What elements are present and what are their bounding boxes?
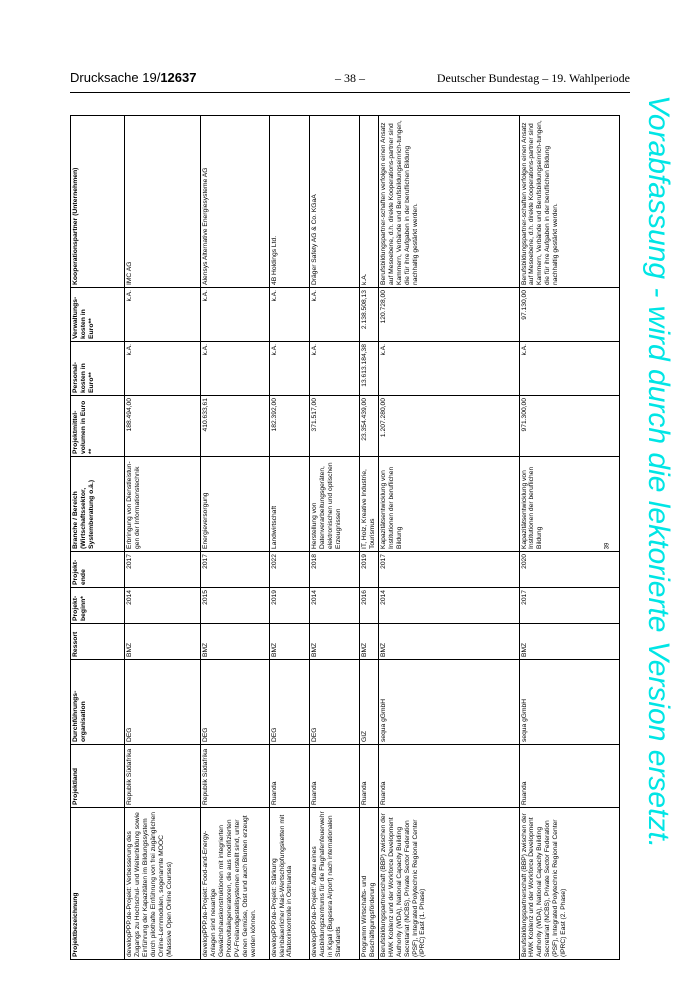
parliament-label: Deutscher Bundestag – 19. Wahlperiode — [436, 71, 630, 85]
table-row — [378, 116, 519, 960]
table-cell: Berufsbildungspartner-schaften verfolgen einen Ansatz auf Mesoebene, d.h. direkte Kooperations-partner sind Kammern, Verbände und Berufsbildungseinrich-tungen, die für ihre Aufgaben in der beruflichen Bildung nachhaltig gestärkt werden. — [378, 116, 519, 288]
table-cell: Ruanda — [269, 745, 309, 808]
table-cell: 2016 — [360, 588, 379, 624]
table-cell: k.A. — [519, 342, 619, 396]
project-table — [70, 115, 620, 960]
column-header: Durchführungs-organisation — [71, 660, 125, 745]
column-header: Projektland — [71, 745, 125, 808]
table-cell: developPPP.de-Projekt: Food-and-Energy-Anlagen sind neuartige Gewächshauskonstruktionen mit integrierten Photovoltaikgeneratoren, die aus modifizierten PV-Freilandgestellsystemen erstellt sind, unter denen Gemüse, Obst und auch Blumen erzeugt werden können. — [201, 808, 269, 960]
table-container — [70, 116, 620, 960]
table-row — [201, 116, 269, 960]
watermark-text: Vorabfassung - wird durch die lektorierte Version ersetzt. — [642, 95, 675, 849]
table-cell: GIZ — [360, 660, 379, 745]
column-header: Projektbezeichnung — [71, 808, 125, 960]
draft-watermark — [642, 95, 677, 975]
table-cell: 120.728,00 — [378, 288, 519, 342]
table-cell: 1.207.280,00 — [378, 396, 519, 457]
table-cell: 182.392,00 — [269, 396, 309, 457]
table-cell: 2022 — [269, 552, 309, 588]
table-cell: k.A. — [201, 288, 269, 342]
table-cell: 13.613.184,38 — [360, 342, 379, 396]
table-cell: 2019 — [360, 552, 379, 588]
table-cell: IMC AG — [125, 116, 201, 288]
table-cell: Dräger Safety AG & Co. KGaA — [309, 116, 359, 288]
table-cell: k.A. — [125, 342, 201, 396]
table-cell: 97.130,00 — [519, 288, 619, 342]
column-header: Personal-kosten in Euro** — [71, 342, 125, 396]
table-cell: 2014 — [125, 588, 201, 624]
table-cell: BMZ — [309, 624, 359, 660]
table-cell: Kapazitätsentwicklung von Institutionen der beruflichen Bildung — [519, 457, 619, 552]
table-cell: BMZ — [519, 624, 619, 660]
column-header: Projekt-beginn* — [71, 588, 125, 624]
table-cell: Herstellung von Datenverarbeitungsgeräten, elektronischen und optischen Erzeugnissen — [309, 457, 359, 552]
document-id: 12637 — [160, 70, 197, 85]
table-row — [309, 116, 359, 960]
table-cell: 23.354.439,00 — [360, 396, 379, 457]
column-header: Kooperationspartner (Unternehmen) — [71, 116, 125, 288]
table-cell: 410.633,61 — [201, 396, 269, 457]
table-cell: Ruanda — [519, 745, 619, 808]
table-cell: Ruanda — [360, 745, 379, 808]
table-cell: k.A. — [201, 342, 269, 396]
table-cell: 2014 — [309, 588, 359, 624]
table-cell: BMZ — [269, 624, 309, 660]
table-cell: 4B Holdings Ltd. — [269, 116, 309, 288]
table-row — [519, 116, 619, 960]
table-cell: k.A. — [378, 342, 519, 396]
table-cell: 188.494,00 — [125, 396, 201, 457]
column-header: Ressort — [71, 624, 125, 660]
table-cell: DEG — [125, 660, 201, 745]
table-cell: developPPP.de-Projekt: Aufbau eines Ausbildungszentrums für die Flughafenfeuerwehr in Kigali (Bugesera Airport) nach internationalen Standards — [309, 808, 359, 960]
table-cell: Kapazitätsentwicklung von Institutionen der beruflichen Bildung — [378, 457, 519, 552]
table-cell: 2017 — [378, 552, 519, 588]
table-cell: Landwirtschaft — [269, 457, 309, 552]
table-cell: k.A. — [309, 288, 359, 342]
table-cell: sequa gGmbH — [519, 660, 619, 745]
table-row — [269, 116, 309, 960]
table-cell: sequa gGmbH — [378, 660, 519, 745]
table-cell: 2017 — [201, 552, 269, 588]
table-cell: k.A. — [309, 342, 359, 396]
table-cell: developPPP.de-Projekt: Stärkung kleinbäuerlicher Mais-Wertschöpfungsketten mit Aflatoxinkontrolle in Ostruanda — [269, 808, 309, 960]
table-cell: k.A. — [360, 116, 379, 288]
column-header: Projektmittel-volumen in Euro ** — [71, 396, 125, 457]
table-cell: Erbringung von Dienstleistun-gen der Informationstechnik — [125, 457, 201, 552]
table-cell: 2014 — [378, 588, 519, 624]
table-cell: k.A. — [125, 288, 201, 342]
page-number: – 38 – — [335, 71, 365, 85]
table-cell: BMZ — [125, 624, 201, 660]
table-cell: Republik Südafrika — [201, 745, 269, 808]
table-cell: 2017 — [519, 588, 619, 624]
rotated-table-frame — [70, 116, 620, 960]
table-cell: 371.517,00 — [309, 396, 359, 457]
table-cell: DEG — [201, 660, 269, 745]
table-cell: Programm Wirtschafts- und Beschäftigungsförderung — [360, 808, 379, 960]
table-cell: developPPP.de-Projekt: Verbesserung des Zugangs zu Hochschul- und Weiterbildung sowie Einführung der Kapazitäten im Bildungssystem durch pilothafte Einführung von frei zugänglichen Online-Lernmodulen, sogenannte MOOC (Massive Open Online Courses) — [125, 808, 201, 960]
table-cell: DEG — [269, 660, 309, 745]
table-cell: Berufsbildungspartner-schaften verfolgen einen Ansatz auf Mesoebene, d.h. direkte Kooperations-partner sind Kammern, Verbände und Berufsbildungseinrich-tungen, die für ihre Aufgaben in der beruflichen Bildung nachhaltig gestärkt werden. — [519, 116, 619, 288]
page-marker: 39 — [604, 542, 611, 550]
table-cell: Ruanda — [309, 745, 359, 808]
table-cell: Ruanda — [378, 745, 519, 808]
document-prefix: Drucksache 19/ — [70, 70, 161, 85]
table-cell: 2.138.508,13 — [360, 288, 379, 342]
table-cell: IT, Holz, Kreative Industrie, Tourismus — [360, 457, 379, 552]
table-cell: BMZ — [201, 624, 269, 660]
table-cell: Energieversorgung — [201, 457, 269, 552]
table-row — [125, 116, 201, 960]
table-cell: k.A. — [269, 288, 309, 342]
table-cell: 2019 — [269, 588, 309, 624]
table-cell: Berufsbildungspartnerschaft (BBP) zwischen der HWK Koblenz und der Workforce Development Authority (WDA), National Capacity Building Secretariat (NCBS), Private Sector Federation (PSF), Integrated Polytechnic Regional Center (IPRC) East (1. Phase) — [378, 808, 519, 960]
page-header — [70, 70, 630, 93]
table-cell: Berufsbildungspartnerschaft (BBP) zwischen der HWK Koblenz und der Workforce Development Authority (WDA), National Capacity Building Secretariat (NCBS), Private Sector Federation (PSF), Integrated Polytechnic Regional Center (IPRC) East (2. Phase) — [519, 808, 619, 960]
table-cell: Republik Südafrika — [125, 745, 201, 808]
table-cell: 2015 — [201, 588, 269, 624]
table-row — [360, 116, 379, 960]
table-cell: 2017 — [125, 552, 201, 588]
column-header: Branche / Bereich (Wirtschaftssektor, Systemberatung o.ä.) — [71, 457, 125, 552]
table-cell: k.A. — [269, 342, 309, 396]
table-cell: Alensys Alternative Energiesysteme AG — [201, 116, 269, 288]
column-header: Verwaltungs-kosten in Euro** — [71, 288, 125, 342]
table-cell: BMZ — [378, 624, 519, 660]
table-cell: BMZ — [360, 624, 379, 660]
table-cell: 2018 — [309, 552, 359, 588]
table-cell: 971.300,00 — [519, 396, 619, 457]
table-cell: 2020 — [519, 552, 619, 588]
table-header-row — [71, 116, 125, 960]
table-cell: DEG — [309, 660, 359, 745]
column-header: Projekt-ende — [71, 552, 125, 588]
